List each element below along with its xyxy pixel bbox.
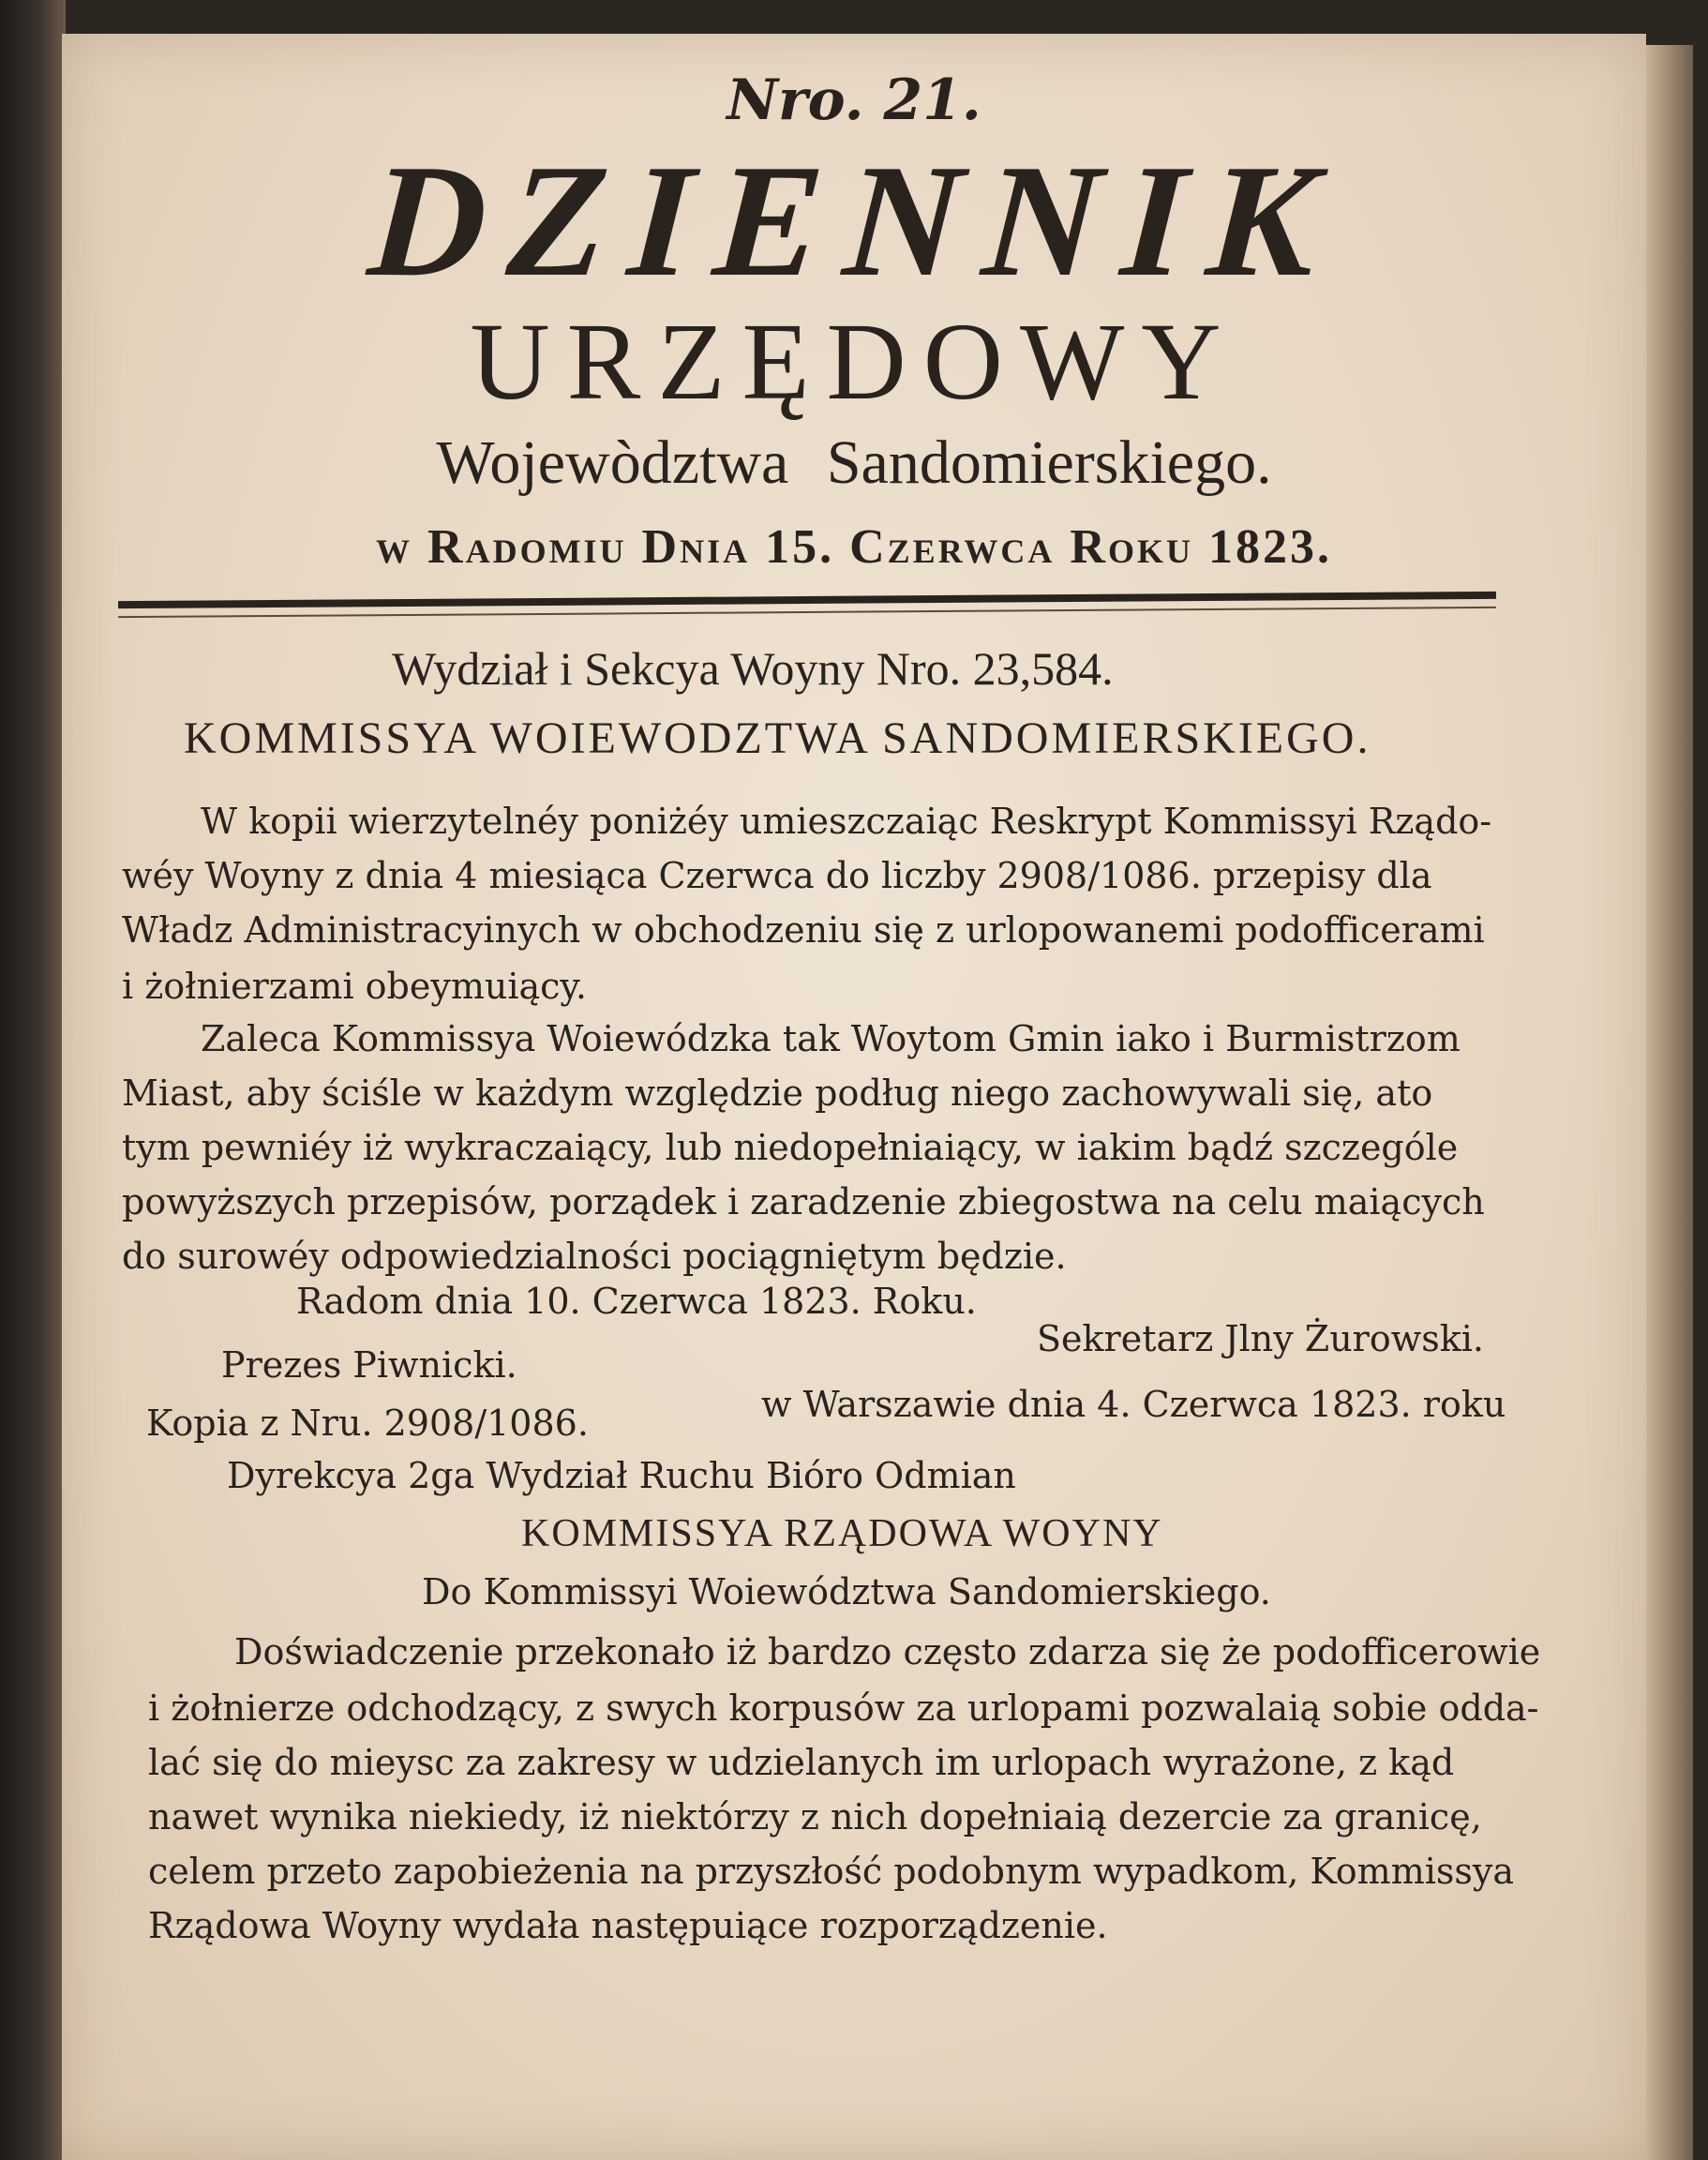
article1-president: Prezes Piwnicki.	[221, 1344, 517, 1386]
article1-line: do surowéy odpowiedzialności pociągniętym będzie.	[122, 1236, 1067, 1277]
article2-line: Rządowa Woyny wydała następuiące rozporządzenie.	[148, 1905, 1108, 1946]
article1-line: Miast, aby ściśle w każdym względzie podług niego zachowywali się, ato	[122, 1072, 1433, 1114]
article2-addressee: Do Kommissyi Woiewództwa Sandomierskiego.	[422, 1571, 1271, 1612]
article1-line: i żołnierzami obeymuiący.	[122, 966, 587, 1007]
masthead-subtitle: URZĘDOWY	[470, 300, 1238, 423]
article2-directorate: Dyrekcya 2ga Wydział Ruchu Bióro Odmian	[227, 1455, 1016, 1496]
article1-line: powyższych przepisów, porządek i zaradzenie zbiegostwa na celu maiących	[122, 1181, 1485, 1222]
header-rule-thin	[118, 607, 1496, 618]
article2-line: celem przeto zapobieżenia na przyszłość podobnym wypadkom, Kommissya	[148, 1851, 1515, 1892]
article2-copy-ref: Kopia z Nru. 2908/1086.	[146, 1402, 589, 1444]
article1-department: Wydział i Sekcya Woyny Nro. 23,584.	[392, 642, 1114, 695]
article2-line: i żołnierze odchodzący, z swych korpusów za urlopami pozwalaią sobie odda-	[148, 1688, 1539, 1729]
issue-number: Nro. 21.	[727, 68, 981, 133]
article2-authority: KOMMISSYA RZĄDOWA WOYNY	[521, 1512, 1163, 1555]
article2-line: lać się do mieysc za zakresy w udzielanych im urlopach wyrażone, z kąd	[148, 1742, 1455, 1783]
article1-authority: KOMMISSYA WOIEWODZTWA SANDOMIERSKIEGO.	[184, 713, 1371, 763]
article1-line: wéy Woyny z dnia 4 miesiąca Czerwca do liczby 2908/1086. przepisy dla	[122, 855, 1432, 896]
article1-line: W kopii wierzytelnéy poniżéy umieszczaiąc Reskrypt Kommissyi Rządo-	[201, 801, 1492, 842]
article2-line: Doświadczenie przekonało iż bardzo często zdarza się że podofficerowie	[234, 1631, 1541, 1672]
dateline: w Radomiu Dnia 15. Czerwca Roku 1823.	[376, 520, 1332, 574]
masthead-region: Wojewòdztwa Sandomierskiego.	[436, 428, 1272, 497]
article2-copy-date: w Warszawie dnia 4. Czerwca 1823. roku	[761, 1384, 1506, 1425]
article1-line: Władz Administracyinych w obchodzeniu się z urlopowanemi podofficerami	[122, 909, 1485, 951]
article1-line: Zaleca Kommissya Woiewódzka tak Woytom Gmin iako i Burmistrzom	[201, 1018, 1461, 1059]
newspaper-page	[62, 34, 1646, 2160]
article1-secretary: Sekretarz Jlny Żurowski.	[1037, 1318, 1485, 1359]
article1-line: tym pewniéy iż wykraczaiący, lub niedopełniaiący, w iakim bądź szczególe	[122, 1127, 1459, 1168]
book-spine	[0, 0, 66, 2160]
masthead-title: DZIENNIK	[363, 132, 1345, 310]
article2-line: nawet wynika niekiedy, iż niektórzy z nich dopełniaią dezercie za granicę,	[148, 1796, 1482, 1838]
article1-place-date: Radom dnia 10. Czerwca 1823. Roku.	[296, 1281, 977, 1322]
header-rule	[118, 592, 1496, 608]
page-edge	[1646, 45, 1693, 2160]
